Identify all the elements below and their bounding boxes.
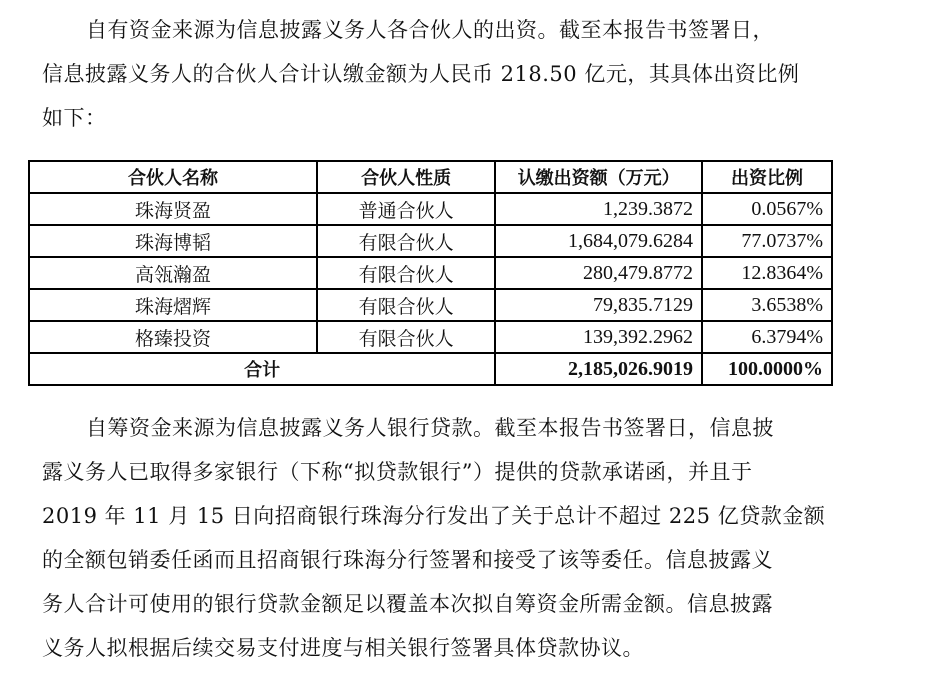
capital-ratio: 77.0737% bbox=[702, 225, 832, 257]
partner-type: 有限合伙人 bbox=[317, 321, 495, 353]
paragraph-line: 2019 年 11 月 15 日向招商银行珠海分行发出了关于总计不超过 225 亿贷款金额 bbox=[42, 504, 826, 528]
capital-ratio: 12.8364% bbox=[702, 257, 832, 289]
subscribed-amount: 139,392.2962 bbox=[495, 321, 702, 353]
partner-type: 有限合伙人 bbox=[317, 289, 495, 321]
subscribed-amount: 1,684,079.6284 bbox=[495, 225, 702, 257]
partner-name: 格臻投资 bbox=[29, 321, 317, 353]
partner-name: 珠海博韬 bbox=[29, 225, 317, 257]
paragraph-line: 务人合计可使用的银行贷款金额足以覆盖本次拟自筹资金所需金额。信息披露 bbox=[42, 592, 773, 616]
paragraph-line: 的全额包销委任函而且招商银行珠海分行签署和接受了该等委任。信息披露义 bbox=[42, 548, 773, 572]
total-ratio: 100.0000% bbox=[702, 353, 832, 385]
paragraph-line: 义务人拟根据后续交易支付进度与相关银行签署具体贷款协议。 bbox=[42, 636, 644, 660]
own-funds-paragraph bbox=[42, 8, 842, 140]
capital-ratio: 6.3794% bbox=[702, 321, 832, 353]
total-amount: 2,185,026.9019 bbox=[495, 353, 702, 385]
partner-capital-table bbox=[28, 160, 833, 386]
table-row bbox=[29, 225, 832, 257]
paragraph-line: 自筹资金来源为信息披露义务人银行贷款。截至本报告书签署日，信息披 bbox=[86, 416, 774, 440]
table-header-row bbox=[29, 161, 832, 193]
paragraph-line: 自有资金来源为信息披露义务人各合伙人的出资。截至本报告书签署日， bbox=[86, 18, 774, 42]
table-total-row bbox=[29, 353, 832, 385]
capital-ratio: 0.0567% bbox=[702, 193, 832, 225]
partner-type: 普通合伙人 bbox=[317, 193, 495, 225]
table-row bbox=[29, 257, 832, 289]
partner-name: 珠海熠辉 bbox=[29, 289, 317, 321]
subscribed-amount: 79,835.7129 bbox=[495, 289, 702, 321]
partner-name: 珠海贤盈 bbox=[29, 193, 317, 225]
table-row bbox=[29, 289, 832, 321]
partner-type: 有限合伙人 bbox=[317, 225, 495, 257]
header-partner-name: 合伙人名称 bbox=[29, 161, 317, 193]
subscribed-amount: 280,479.8772 bbox=[495, 257, 702, 289]
capital-ratio: 3.6538% bbox=[702, 289, 832, 321]
paragraph-line: 露义务人已取得多家银行（下称“拟贷款银行”）提供的贷款承诺函，并且于 bbox=[42, 460, 753, 484]
header-subscribed-amount: 认缴出资额（万元） bbox=[495, 161, 702, 193]
paragraph-line: 信息披露义务人的合伙人合计认缴金额为人民币 218.50 亿元，其具体出资比例 bbox=[42, 62, 800, 86]
subscribed-amount: 1,239.3872 bbox=[495, 193, 702, 225]
partner-name: 高瓴瀚盈 bbox=[29, 257, 317, 289]
table-row bbox=[29, 193, 832, 225]
table-row bbox=[29, 321, 832, 353]
paragraph-line: 如下： bbox=[42, 106, 107, 130]
self-raised-funds-paragraph bbox=[42, 406, 842, 670]
header-capital-ratio: 出资比例 bbox=[702, 161, 832, 193]
header-partner-type: 合伙人性质 bbox=[317, 161, 495, 193]
partner-type: 有限合伙人 bbox=[317, 257, 495, 289]
total-label: 合计 bbox=[29, 353, 495, 385]
